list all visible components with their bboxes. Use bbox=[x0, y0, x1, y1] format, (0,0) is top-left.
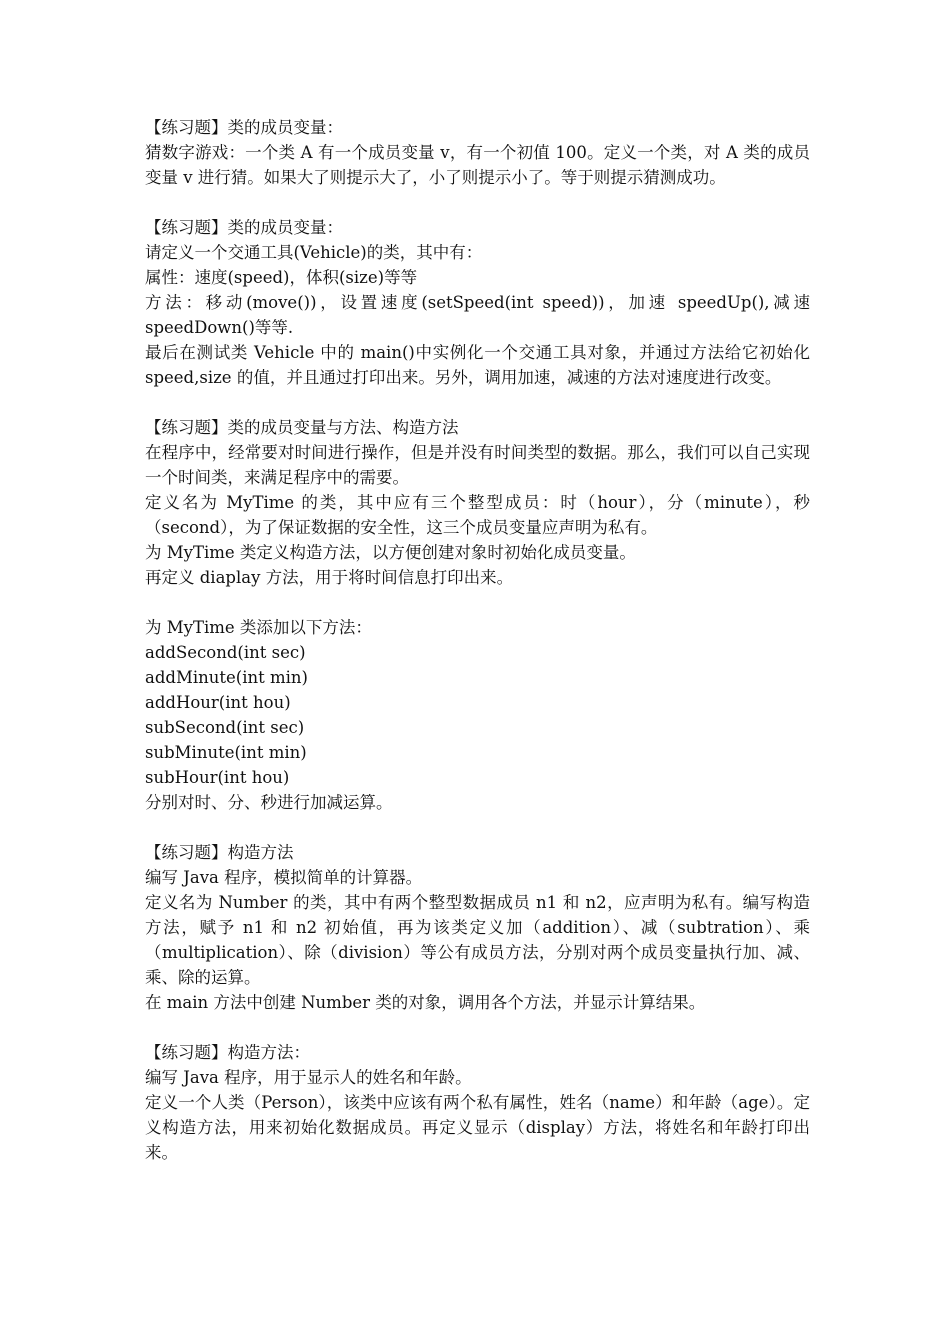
method-signature: subMinute(int min) bbox=[145, 743, 307, 762]
section-title: 为 MyTime 类添加以下方法： bbox=[145, 618, 372, 637]
paragraph: 分别对时、分、秒进行加减运算。 bbox=[145, 793, 393, 812]
paragraph: 编写 Java 程序，用于显示人的姓名和年龄。 bbox=[145, 1068, 472, 1087]
exercise-guess-number bbox=[145, 115, 810, 190]
exercise-vehicle bbox=[145, 215, 810, 390]
paragraph: 在 main 方法中创建 Number 类的对象，调用各个方法，并显示计算结果。 bbox=[145, 993, 706, 1012]
method-signature: addMinute(int min) bbox=[145, 668, 308, 687]
section-title: 【练习题】构造方法： bbox=[145, 1043, 310, 1062]
paragraph: 定义名为 Number 的类，其中有两个整型数据成员 n1 和 n2，应声明为私有。编写构造方法，赋予 n1 和 n2 初始值，再为该类定义加（addition）、减（subtration）、乘（multiplication）、除（division）等公有成员方法，分别对两个成员变量执行加、减、乘、除的运算。 bbox=[145, 893, 810, 987]
paragraph: 在程序中，经常要对时间进行操作，但是并没有时间类型的数据。那么，我们可以自己实现一个时间类，来满足程序中的需要。 bbox=[145, 443, 810, 487]
paragraph: 猜数字游戏：一个类 A 有一个成员变量 v，有一个初值 100。定义一个类，对 A 类的成员变量 v 进行猜。如果大了则提示大了，小了则提示小了。等于则提示猜测成功。 bbox=[145, 143, 810, 187]
method-signature: subSecond(int sec) bbox=[145, 718, 305, 737]
paragraph: 方法：移动(move())，设置速度(setSpeed(int speed))，加速 speedUp(),减速 speedDown()等等. bbox=[145, 293, 810, 337]
exercise-calculator bbox=[145, 840, 810, 1015]
paragraph: 编写 Java 程序，模拟简单的计算器。 bbox=[145, 868, 423, 887]
section-title: 【练习题】类的成员变量与方法、构造方法 bbox=[145, 418, 459, 437]
section-title: 【练习题】类的成员变量： bbox=[145, 118, 343, 137]
paragraph: 定义名为 MyTime 的类，其中应有三个整型成员：时（hour），分（minute），秒（second），为了保证数据的安全性，这三个成员变量应声明为私有。 bbox=[145, 493, 810, 537]
paragraph: 属性：速度(speed)，体积(size)等等 bbox=[145, 268, 418, 287]
exercise-person bbox=[145, 1040, 810, 1165]
paragraph: 请定义一个交通工具(Vehicle)的类，其中有： bbox=[145, 243, 483, 262]
method-signature: addHour(int hou) bbox=[145, 693, 291, 712]
paragraph: 再定义 diaplay 方法，用于将时间信息打印出来。 bbox=[145, 568, 514, 587]
paragraph: 定义一个人类（Person），该类中应该有两个私有属性，姓名（name）和年龄（age）。定义构造方法，用来初始化数据成员。再定义显示（display）方法，将姓名和年龄打印出来。 bbox=[145, 1093, 810, 1162]
exercise-mytime bbox=[145, 415, 810, 590]
section-title: 【练习题】类的成员变量： bbox=[145, 218, 343, 237]
section-title: 【练习题】构造方法 bbox=[145, 843, 294, 862]
paragraph: 为 MyTime 类定义构造方法，以方便创建对象时初始化成员变量。 bbox=[145, 543, 636, 562]
exercise-mytime-methods bbox=[145, 615, 810, 815]
method-signature: addSecond(int sec) bbox=[145, 643, 306, 662]
method-signature: subHour(int hou) bbox=[145, 768, 290, 787]
document-page bbox=[145, 115, 810, 1190]
paragraph: 最后在测试类 Vehicle 中的 main()中实例化一个交通工具对象，并通过方法给它初始化 speed,size 的值，并且通过打印出来。另外，调用加速，减速的方法对速度进行改变。 bbox=[145, 343, 810, 387]
